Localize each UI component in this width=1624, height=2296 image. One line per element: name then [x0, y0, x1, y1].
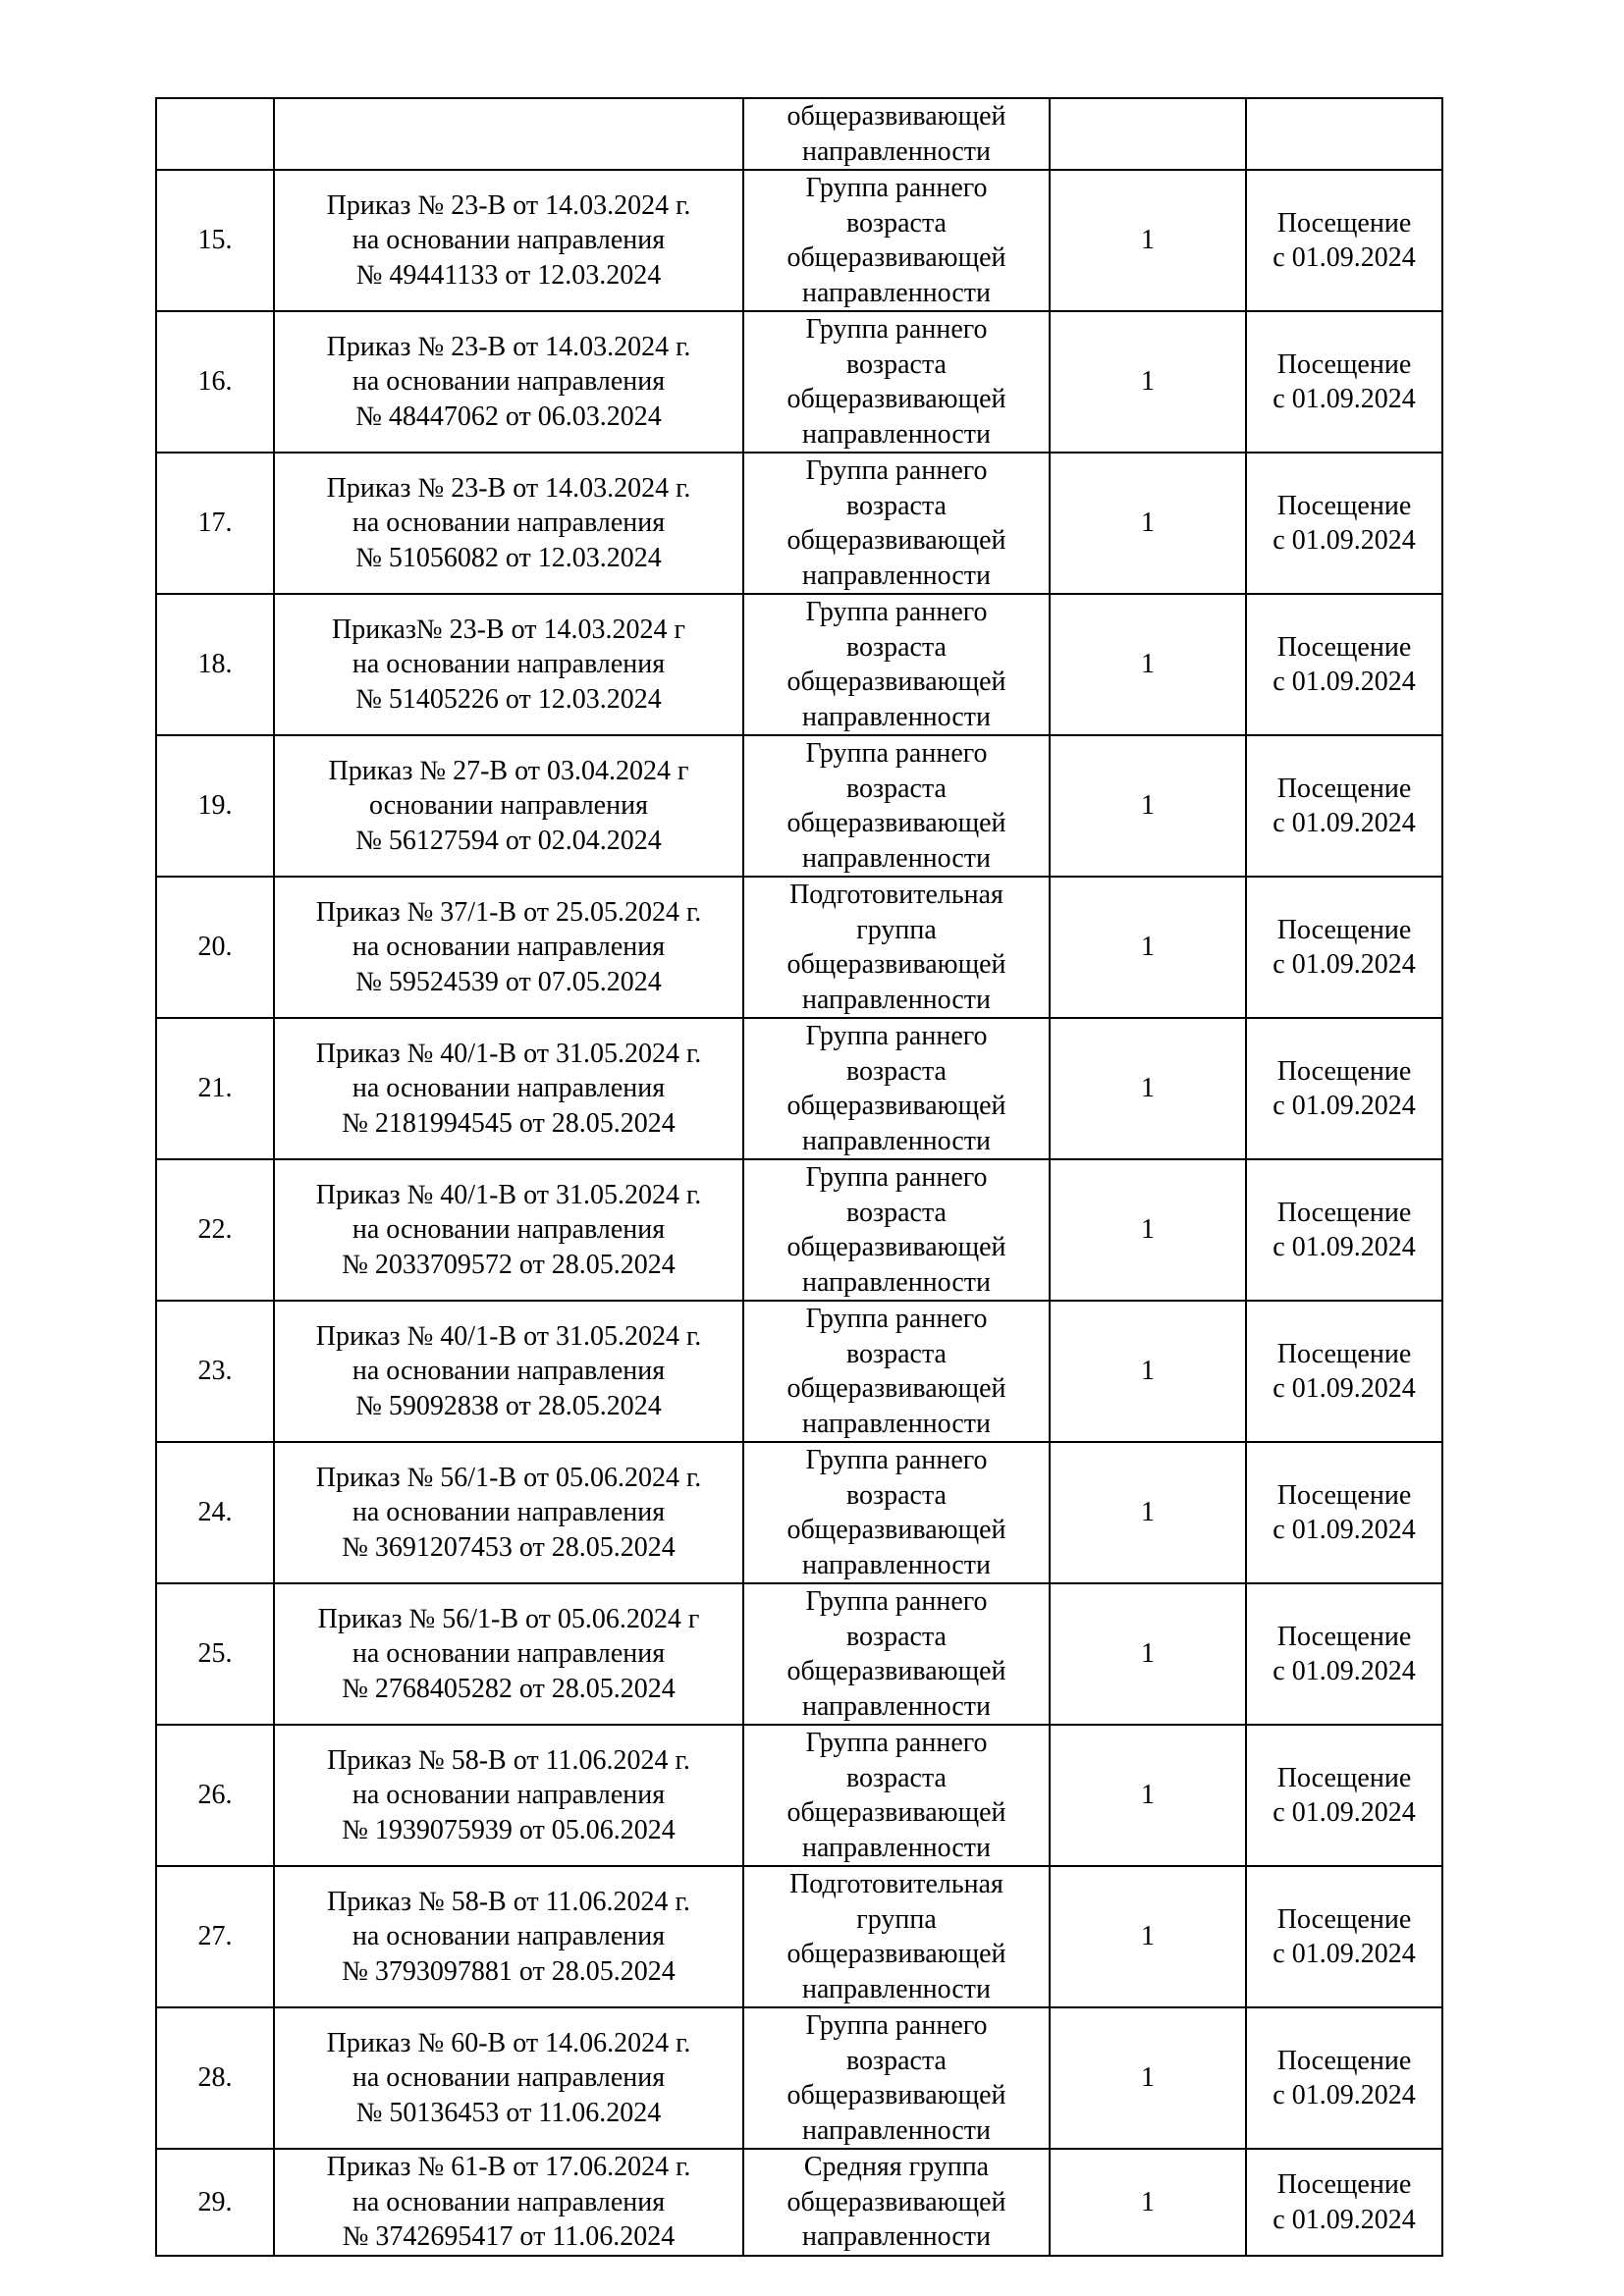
group-cell	[743, 1301, 1050, 1442]
count-cell: 1	[1050, 1866, 1246, 2007]
visit-cell-line: Посещение	[1276, 1055, 1412, 1087]
group-cell-line: возраста	[846, 207, 947, 239]
order-cell-line: № 50136453 от 11.06.2024	[355, 2097, 662, 2128]
order-cell-line: № 51405226 от 12.03.2024	[355, 683, 662, 715]
group-cell	[743, 170, 1050, 311]
visit-cell-line: Посещение	[1276, 773, 1412, 804]
row-number-cell: 21.	[156, 1018, 274, 1159]
group-cell-line: возраста	[846, 1055, 947, 1087]
count-cell: 1	[1050, 1442, 1246, 1583]
visit-cell-line: с 01.09.2024	[1272, 808, 1416, 838]
order-cell	[274, 170, 743, 311]
order-cell-line: № 2033709572 от 28.05.2024	[342, 1249, 676, 1280]
visit-cell-line: с 01.09.2024	[1272, 2204, 1416, 2235]
group-cell	[743, 2007, 1050, 2149]
order-cell-line: № 59524539 от 07.05.2024	[355, 966, 662, 997]
visit-cell-line: с 01.09.2024	[1272, 949, 1416, 980]
visit-cell-line: с 01.09.2024	[1272, 1232, 1416, 1262]
visit-cell	[1246, 2149, 1442, 2256]
row-number-cell	[156, 98, 274, 170]
row-number-cell: 27.	[156, 1866, 274, 2007]
group-cell-line: Подготовительная	[789, 880, 1003, 910]
order-cell	[274, 1866, 743, 2007]
visit-cell-line: Посещение	[1276, 348, 1412, 380]
visit-cell	[1246, 1583, 1442, 1725]
table-row	[156, 170, 1442, 311]
order-cell-line: Приказ № 60-В от 14.06.2024 г.	[326, 2027, 691, 2058]
order-cell-line: на основании направления	[352, 366, 666, 398]
group-cell-line: возраста	[846, 631, 947, 663]
count-cell: 1	[1050, 877, 1246, 1018]
order-cell	[274, 2007, 743, 2149]
visit-cell	[1246, 1866, 1442, 2007]
order-cell-line: № 3793097881 от 28.05.2024	[342, 1955, 676, 1987]
visit-cell-line: с 01.09.2024	[1272, 1939, 1416, 1969]
visit-cell-line: Посещение	[1276, 2045, 1412, 2076]
order-cell-line: № 2181994545 от 28.05.2024	[342, 1107, 676, 1139]
order-cell	[274, 735, 743, 877]
visit-cell-line: Посещение	[1276, 2169, 1412, 2200]
order-cell	[274, 1442, 743, 1583]
group-cell-line: направленности	[801, 1549, 992, 1580]
order-cell-line: на основании направления	[352, 1921, 666, 1952]
order-cell-line: на основании направления	[352, 225, 666, 256]
group-cell-line: Группа раннего	[805, 1021, 988, 1051]
order-cell	[274, 453, 743, 594]
group-cell	[743, 1866, 1050, 2007]
table-row	[156, 311, 1442, 453]
table-row	[156, 1159, 1442, 1301]
count-cell: 1	[1050, 2007, 1246, 2149]
row-number-cell: 29.	[156, 2149, 274, 2256]
group-cell-line: общеразвивающей	[786, 1232, 1006, 1262]
group-cell-line: направленности	[801, 1266, 992, 1298]
order-cell	[274, 98, 743, 170]
order-cell	[274, 1159, 743, 1301]
group-cell-line: направленности	[801, 1690, 992, 1722]
group-cell-line: Группа раннего	[805, 738, 988, 769]
order-cell	[274, 594, 743, 735]
count-cell: 1	[1050, 1159, 1246, 1301]
group-cell-line: Группа раннего	[805, 2010, 988, 2041]
group-cell-line: общеразвивающей	[786, 101, 1006, 132]
order-cell	[274, 1018, 743, 1159]
group-cell-line: возраста	[846, 490, 947, 521]
row-number-cell: 20.	[156, 877, 274, 1018]
count-cell: 1	[1050, 1018, 1246, 1159]
group-cell-line: возраста	[846, 1338, 947, 1369]
order-cell-line: Приказ № 23-В от 14.03.2024 г.	[326, 189, 691, 221]
visit-cell-line: Посещение	[1276, 1762, 1412, 1793]
order-cell-line: Приказ № 27-В от 03.04.2024 г	[328, 755, 689, 786]
row-number-cell: 25.	[156, 1583, 274, 1725]
order-cell-line: основании направления	[369, 790, 648, 822]
visit-cell	[1246, 1301, 1442, 1442]
order-cell-line: Приказ № 58-В от 11.06.2024 г.	[327, 1886, 690, 1917]
visit-cell	[1246, 311, 1442, 453]
order-cell-line: Приказ № 23-В от 14.03.2024 г.	[326, 472, 691, 504]
count-cell: 1	[1050, 311, 1246, 453]
count-cell: 1	[1050, 735, 1246, 877]
group-cell	[743, 1583, 1050, 1725]
visit-cell	[1246, 170, 1442, 311]
group-cell	[743, 1159, 1050, 1301]
group-cell-line: направленности	[801, 1973, 992, 2004]
order-cell-line: на основании направления	[352, 2186, 666, 2217]
row-number-cell: 23.	[156, 1301, 274, 1442]
group-cell-line: направленности	[801, 842, 992, 874]
visit-cell-line: Посещение	[1276, 1621, 1412, 1652]
group-cell-line: возраста	[846, 1479, 947, 1511]
visit-cell	[1246, 453, 1442, 594]
visit-cell-line: Посещение	[1276, 1903, 1412, 1935]
order-cell-line: Приказ № 61-В от 17.06.2024 г.	[326, 2152, 691, 2183]
order-cell-line: Приказ № 58-В от 11.06.2024 г.	[327, 1744, 690, 1776]
order-cell-line: Приказ № 40/1-В от 31.05.2024 г.	[315, 1038, 702, 1069]
group-cell-line: общеразвивающей	[786, 525, 1006, 556]
visit-cell-line: с 01.09.2024	[1272, 1797, 1416, 1828]
visit-cell	[1246, 1018, 1442, 1159]
group-cell-line: общеразвивающей	[786, 384, 1006, 414]
visit-cell-line: Посещение	[1276, 1338, 1412, 1369]
group-cell	[743, 98, 1050, 170]
order-cell-line: на основании направления	[352, 1780, 666, 1811]
group-cell-line: возраста	[846, 773, 947, 804]
order-cell-line: на основании направления	[352, 649, 666, 680]
order-cell-line: на основании направления	[352, 1638, 666, 1670]
order-cell-line: № 3691207453 от 28.05.2024	[342, 1531, 676, 1563]
group-cell	[743, 2149, 1050, 2256]
order-cell-line: № 2768405282 от 28.05.2024	[342, 1673, 676, 1704]
visit-cell-line: Посещение	[1276, 914, 1412, 945]
group-cell-line: группа	[856, 914, 937, 945]
visit-cell-line: Посещение	[1276, 490, 1412, 521]
group-cell	[743, 453, 1050, 594]
group-cell-line: Подготовительная	[789, 1869, 1003, 1899]
order-cell	[274, 2149, 743, 2256]
table-body	[156, 98, 1442, 2256]
order-cell-line: № 49441133 от 12.03.2024	[355, 259, 662, 291]
row-number-cell: 15.	[156, 170, 274, 311]
visit-cell	[1246, 594, 1442, 735]
count-cell: 1	[1050, 170, 1246, 311]
group-cell	[743, 877, 1050, 1018]
group-cell-line: общеразвивающей	[786, 667, 1006, 697]
order-cell-line: на основании направления	[352, 2062, 666, 2094]
group-cell-line: возраста	[846, 2045, 947, 2076]
table-row	[156, 1725, 1442, 1866]
group-cell-line: Группа раннего	[805, 1304, 988, 1334]
group-cell-line: возраста	[846, 348, 947, 380]
count-cell: 1	[1050, 2149, 1246, 2256]
count-cell: 1	[1050, 1301, 1246, 1442]
count-cell	[1050, 98, 1246, 170]
order-cell-line: Приказ № 37/1-В от 25.05.2024 г.	[315, 896, 702, 928]
table-row	[156, 98, 1442, 170]
count-cell: 1	[1050, 453, 1246, 594]
group-cell-line: общеразвивающей	[786, 949, 1006, 980]
group-cell-line: общеразвивающей	[786, 1797, 1006, 1828]
order-cell-line: Приказ № 56/1-В от 05.06.2024 г	[317, 1603, 700, 1634]
group-cell-line: направленности	[801, 701, 992, 732]
group-cell	[743, 1442, 1050, 1583]
group-cell	[743, 1725, 1050, 1866]
group-cell-line: Группа раннего	[805, 455, 988, 486]
group-cell-line: группа	[856, 1903, 937, 1935]
group-cell-line: Группа раннего	[805, 597, 988, 627]
order-cell-line: на основании направления	[352, 1356, 666, 1387]
group-cell-line: возраста	[846, 1621, 947, 1652]
group-cell-line: направленности	[801, 1832, 992, 1863]
group-cell-line: Группа раннего	[805, 1586, 988, 1617]
order-cell-line: на основании направления	[352, 932, 666, 963]
row-number-cell: 22.	[156, 1159, 274, 1301]
count-cell: 1	[1050, 1725, 1246, 1866]
order-cell-line: № 59092838 от 28.05.2024	[355, 1390, 662, 1421]
group-cell-line: Группа раннего	[805, 1162, 988, 1193]
order-cell	[274, 311, 743, 453]
table-row	[156, 594, 1442, 735]
visit-cell	[1246, 1725, 1442, 1866]
visit-cell-line: Посещение	[1276, 1197, 1412, 1228]
table-row	[156, 1866, 1442, 2007]
group-cell-line: возраста	[846, 1762, 947, 1793]
order-cell-line: Приказ№ 23-В от 14.03.2024 г	[332, 614, 685, 645]
group-cell-line: Группа раннего	[805, 314, 988, 345]
order-cell-line: № 1939075939 от 05.06.2024	[342, 1814, 676, 1845]
visit-cell-line: с 01.09.2024	[1272, 525, 1416, 556]
group-cell-line: направленности	[801, 2114, 992, 2146]
row-number-cell: 28.	[156, 2007, 274, 2149]
visit-cell-line: с 01.09.2024	[1272, 2080, 1416, 2110]
visit-cell-line: Посещение	[1276, 631, 1412, 663]
group-cell-line: общеразвивающей	[786, 1656, 1006, 1686]
visit-cell	[1246, 735, 1442, 877]
group-cell-line: Группа раннего	[805, 1445, 988, 1475]
group-cell-line: общеразвивающей	[786, 1515, 1006, 1545]
visit-cell	[1246, 877, 1442, 1018]
visit-cell-line: Посещение	[1276, 1479, 1412, 1511]
table-row	[156, 1301, 1442, 1442]
table-row	[156, 1018, 1442, 1159]
row-number-cell: 19.	[156, 735, 274, 877]
visit-cell-line: Посещение	[1276, 207, 1412, 239]
visit-cell-line: с 01.09.2024	[1272, 1373, 1416, 1404]
group-cell-line: направленности	[801, 1408, 992, 1439]
table-row	[156, 1583, 1442, 1725]
table-row	[156, 2007, 1442, 2149]
order-cell	[274, 1583, 743, 1725]
order-cell-line: № 56127594 от 02.04.2024	[355, 825, 662, 856]
group-cell-line: направленности	[801, 560, 992, 591]
table-row	[156, 877, 1442, 1018]
group-cell-line: направленности	[801, 277, 992, 308]
order-cell-line: на основании направления	[352, 507, 666, 539]
order-cell-line: Приказ № 40/1-В от 31.05.2024 г.	[315, 1179, 702, 1210]
order-cell-line: № 51056082 от 12.03.2024	[355, 542, 662, 573]
group-cell-line: направленности	[801, 1125, 992, 1156]
group-cell-line: направленности	[801, 135, 992, 167]
group-cell-line: направленности	[801, 418, 992, 450]
group-cell-line: направленности	[801, 984, 992, 1015]
group-cell-line: общеразвивающей	[786, 808, 1006, 838]
visit-cell-line: с 01.09.2024	[1272, 1656, 1416, 1686]
order-cell-line: № 3742695417 от 11.06.2024	[342, 2221, 676, 2253]
count-cell: 1	[1050, 1583, 1246, 1725]
order-cell	[274, 1301, 743, 1442]
group-cell-line: общеразвивающей	[786, 1091, 1006, 1121]
group-cell-line: общеразвивающей	[786, 2080, 1006, 2110]
order-cell-line: Приказ № 40/1-В от 31.05.2024 г.	[315, 1320, 702, 1352]
visit-cell-line: с 01.09.2024	[1272, 384, 1416, 414]
order-cell-line: на основании направления	[352, 1214, 666, 1246]
visit-cell	[1246, 1159, 1442, 1301]
row-number-cell: 26.	[156, 1725, 274, 1866]
group-cell-line: Группа раннего	[805, 1728, 988, 1758]
row-number-cell: 24.	[156, 1442, 274, 1583]
order-cell	[274, 877, 743, 1018]
table-row	[156, 2149, 1442, 2256]
group-cell	[743, 1018, 1050, 1159]
row-number-cell: 17.	[156, 453, 274, 594]
group-cell-line: общеразвивающей	[786, 1939, 1006, 1969]
visit-cell	[1246, 2007, 1442, 2149]
visit-cell-line: с 01.09.2024	[1272, 1091, 1416, 1121]
group-cell	[743, 594, 1050, 735]
group-cell-line: возраста	[846, 1197, 947, 1228]
group-cell-line: Средняя группа	[803, 2152, 990, 2183]
visit-cell-line: с 01.09.2024	[1272, 1515, 1416, 1545]
visit-cell	[1246, 98, 1442, 170]
order-cell-line: № 48447062 от 06.03.2024	[355, 400, 662, 432]
order-cell-line: на основании направления	[352, 1497, 666, 1528]
group-cell-line: общеразвивающей	[786, 1373, 1006, 1404]
visit-cell-line: с 01.09.2024	[1272, 242, 1416, 273]
enrollment-orders-table	[155, 97, 1443, 2257]
group-cell-line: направленности	[801, 2221, 992, 2253]
table-row	[156, 735, 1442, 877]
group-cell	[743, 311, 1050, 453]
visit-cell-line: с 01.09.2024	[1272, 667, 1416, 697]
order-cell-line: Приказ № 23-В от 14.03.2024 г.	[326, 331, 691, 362]
count-cell: 1	[1050, 594, 1246, 735]
table-row	[156, 453, 1442, 594]
group-cell-line: Группа раннего	[805, 173, 988, 203]
group-cell-line: общеразвивающей	[786, 2186, 1006, 2217]
table-row	[156, 1442, 1442, 1583]
order-cell-line: на основании направления	[352, 1073, 666, 1104]
row-number-cell: 18.	[156, 594, 274, 735]
visit-cell	[1246, 1442, 1442, 1583]
order-cell-line: Приказ № 56/1-В от 05.06.2024 г.	[315, 1462, 702, 1493]
order-cell	[274, 1725, 743, 1866]
group-cell-line: общеразвивающей	[786, 242, 1006, 273]
row-number-cell: 16.	[156, 311, 274, 453]
group-cell	[743, 735, 1050, 877]
